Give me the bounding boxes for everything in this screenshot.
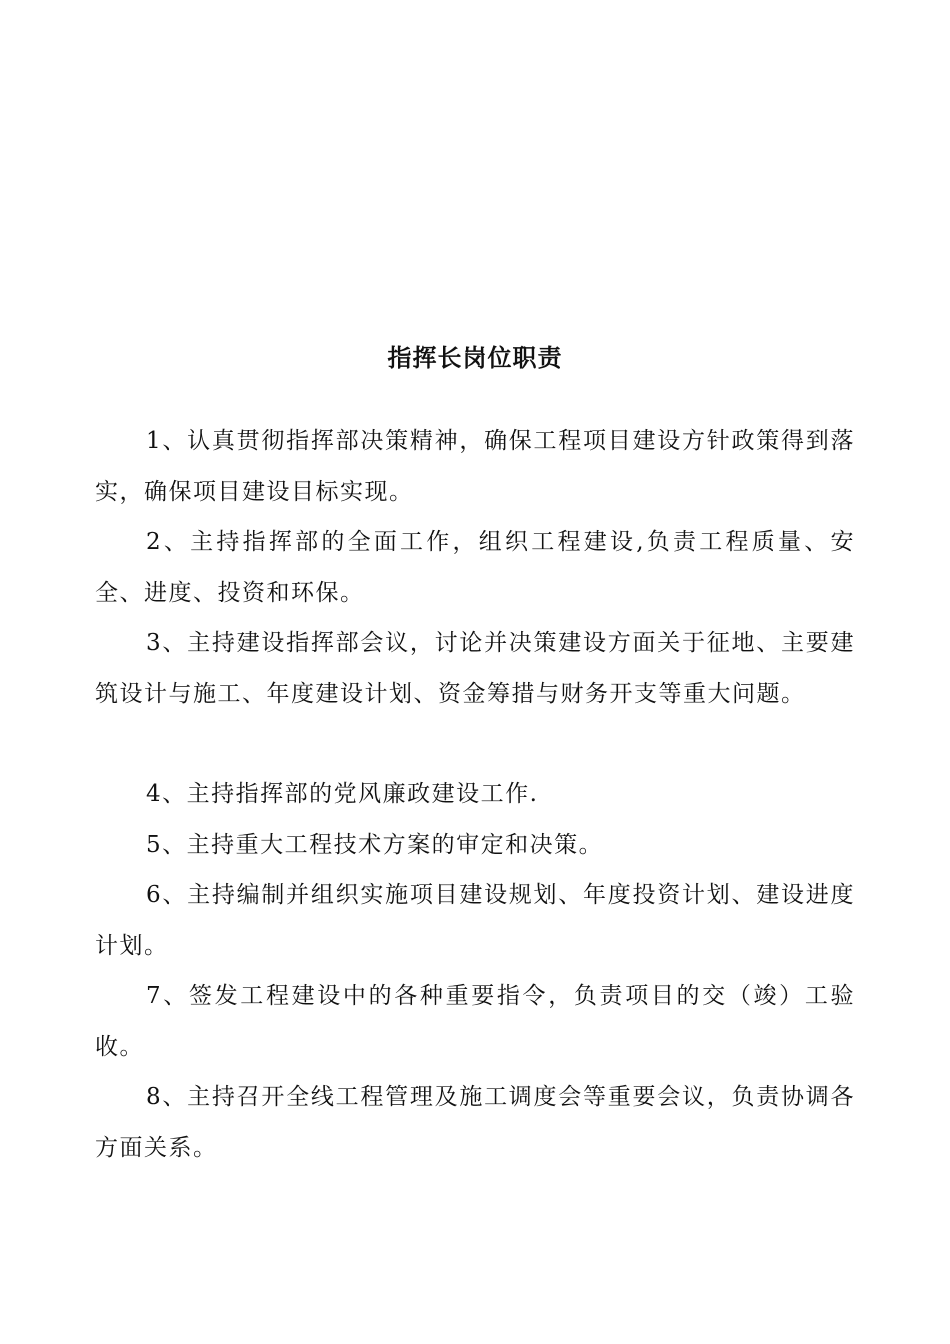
paragraph-spacer (95, 719, 855, 769)
duty-item-2: 2、主持指挥部的全面工作，组织工程建设,负责工程质量、安全、进度、投资和环保。 (95, 529, 855, 606)
duty-item-6: 6、主持编制并组织实施项目建设规划、年度投资计划、建设进度计划。 (95, 882, 855, 959)
duty-item-3: 3、主持建设指挥部会议，讨论并决策建设方面关于征地、主要建筑设计与施工、年度建设计划、资金筹措与财务开支等重大问题。 (95, 630, 855, 707)
document-body (95, 416, 855, 1173)
duty-item-8: 8、主持召开全线工程管理及施工调度会等重要会议，负责协调各方面关系。 (95, 1084, 855, 1161)
duty-item-7: 7、签发工程建设中的各种重要指令，负责项目的交（竣）工验收。 (95, 983, 855, 1060)
document-title: 指挥长岗位职责 (387, 344, 563, 372)
duty-item-5: 5、主持重大工程技术方案的审定和决策。 (146, 831, 604, 858)
duty-item-4: 4、主持指挥部的党风廉政建设工作. (146, 781, 539, 807)
duty-item-1: 1、认真贯彻指挥部决策精神，确保工程项目建设方针政策得到落实，确保项目建设目标实现。 (95, 428, 855, 505)
